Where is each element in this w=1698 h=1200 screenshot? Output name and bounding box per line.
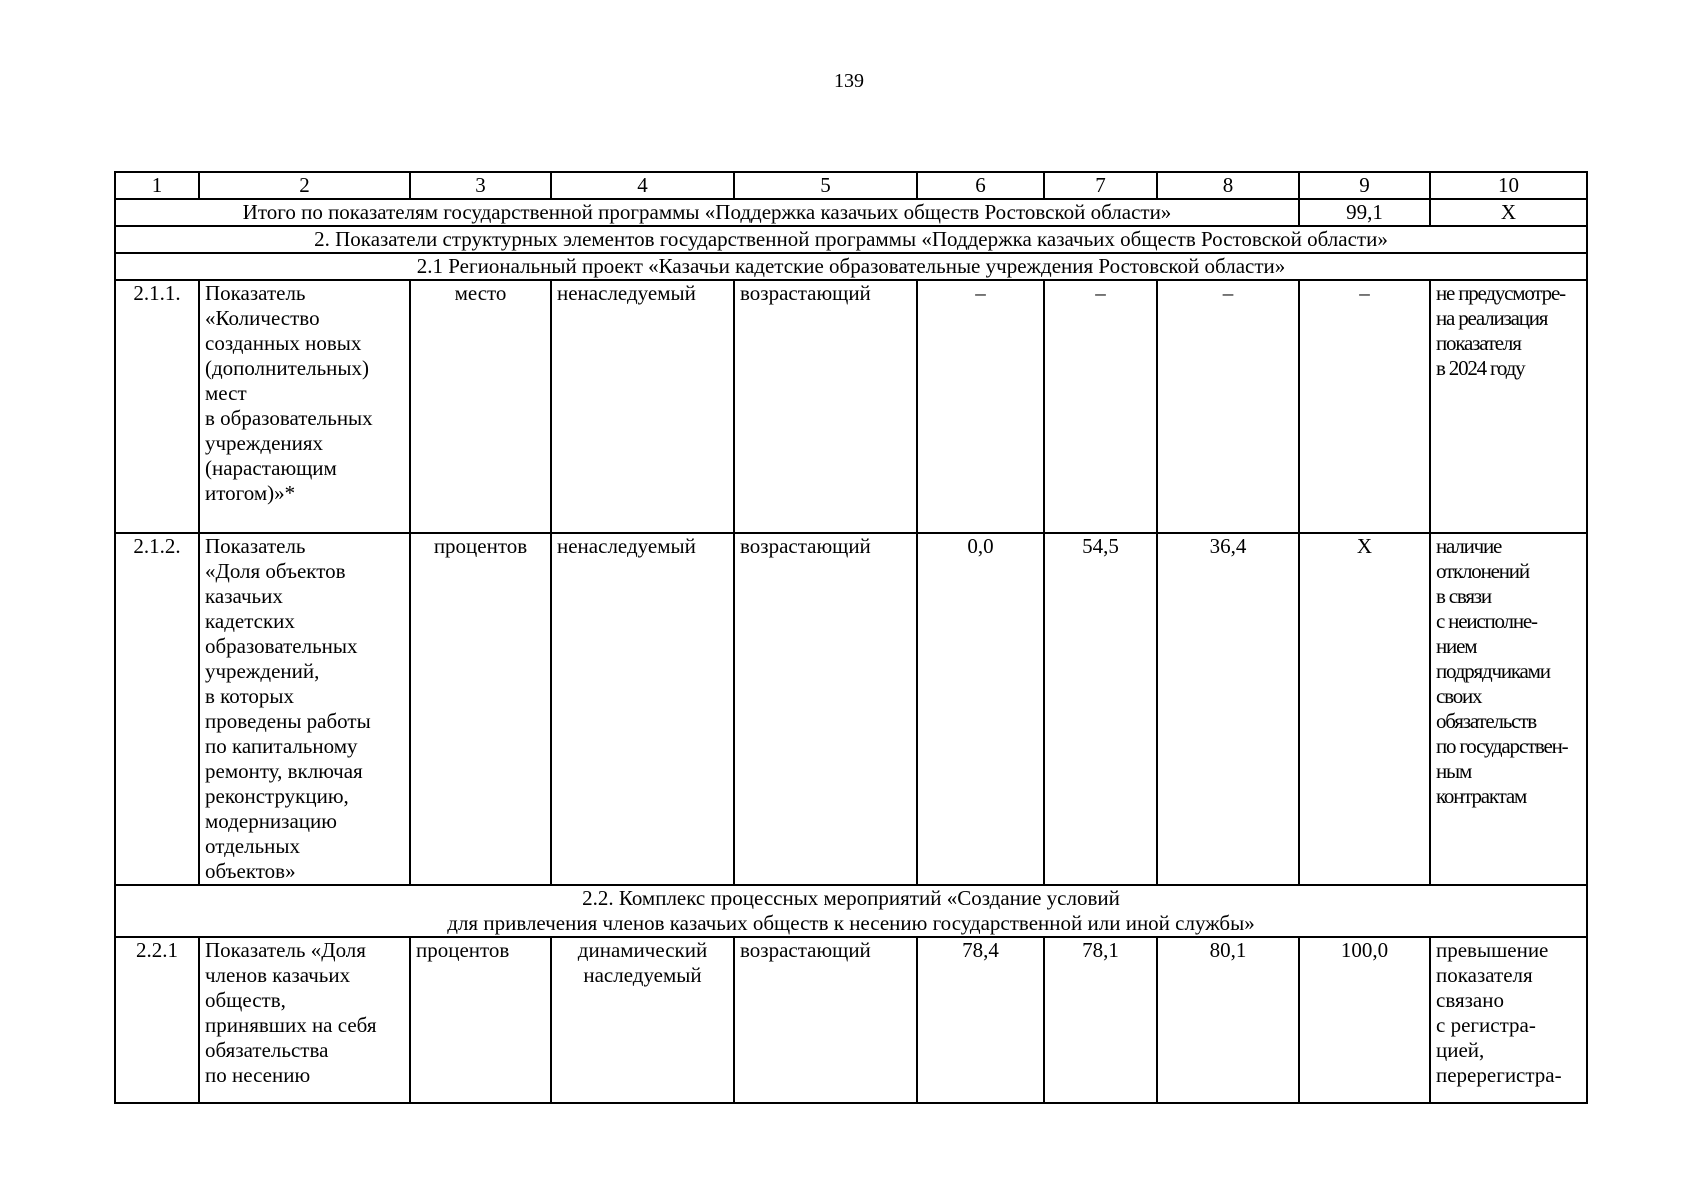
section-2-1-title: 2.1 Региональный проект «Казачьи кадетские образовательные учреждения Ростовской области» — [115, 253, 1587, 280]
unit-cell: процентов — [410, 937, 551, 1103]
column-header: 7 — [1044, 172, 1157, 199]
indicator-name: Показатель «Доля объектов казачьих кадетских образовательных учреждений, в которых проведены работы по капитальному ремонту, включая реконструкцию, модернизацию отдельных объектов» — [205, 534, 371, 883]
column-header: 4 — [551, 172, 734, 199]
value-cell: 0,0 — [917, 533, 1044, 885]
indicator-name: Показатель «Количество созданных новых (дополнительных) мест в образовательных учреждениях (нарастающим итогом)»* — [205, 281, 373, 505]
row-number: 2.1.2. — [115, 533, 199, 885]
section-2-title: 2. Показатели структурных элементов государственной программы «Поддержка казачьих обществ Ростовской области» — [115, 226, 1587, 253]
total-row — [115, 199, 1587, 226]
value-cell: – — [1044, 280, 1157, 533]
column-header: 8 — [1157, 172, 1299, 199]
section-2-row — [115, 226, 1587, 253]
value-cell: Х — [1299, 533, 1430, 885]
type-cell: ненаследуемый — [551, 533, 734, 885]
section-2-2-title: 2.2. Комплекс процессных мероприятий «Создание условий для привлечения членов казачьих обществ к несению государственной или иной службы» — [447, 886, 1255, 935]
column-header: 6 — [917, 172, 1044, 199]
row-number: 2.2.1 — [115, 937, 199, 1103]
value-cell: 80,1 — [1157, 937, 1299, 1103]
column-header: 1 — [115, 172, 199, 199]
indicators-table — [114, 171, 1588, 1104]
unit-cell: процентов — [410, 533, 551, 885]
value-cell: 36,4 — [1157, 533, 1299, 885]
section-2-1-row — [115, 253, 1587, 280]
section-2-2-row — [115, 885, 1587, 937]
value-cell: 100,0 — [1299, 937, 1430, 1103]
value-cell: – — [1299, 280, 1430, 533]
type-cell: динамический наследуемый — [577, 938, 708, 987]
table-row — [115, 937, 1587, 1103]
column-header: 5 — [734, 172, 917, 199]
column-number-row — [115, 172, 1587, 199]
direction-cell: возрастающий — [734, 533, 917, 885]
value-cell: – — [917, 280, 1044, 533]
note-cell: превышение показателя связано с регистра- цией, перерегистра- — [1436, 938, 1562, 1087]
total-value: 99,1 — [1299, 199, 1430, 226]
value-cell: – — [1157, 280, 1299, 533]
direction-cell: возрастающий — [734, 280, 917, 533]
direction-cell: возрастающий — [734, 937, 917, 1103]
value-cell: 78,4 — [917, 937, 1044, 1103]
note-cell: наличие отклонений в связи с неисполне- нием подрядчиками своих обязательств по государствен- ным контрактам — [1436, 534, 1568, 808]
value-cell: 54,5 — [1044, 533, 1157, 885]
unit-cell: место — [410, 280, 551, 533]
column-header: 10 — [1430, 172, 1587, 199]
column-header: 3 — [410, 172, 551, 199]
type-cell: ненаследуемый — [551, 280, 734, 533]
table-row — [115, 533, 1587, 885]
page-number: 139 — [834, 70, 864, 92]
row-number: 2.1.1. — [115, 280, 199, 533]
total-label: Итого по показателям государственной программы «Поддержка казачьих обществ Ростовской области» — [115, 199, 1299, 226]
column-header: 9 — [1299, 172, 1430, 199]
value-cell: 78,1 — [1044, 937, 1157, 1103]
note-cell: не предусмотре- на реализация показателя в 2024 году — [1436, 281, 1565, 380]
column-header: 2 — [199, 172, 410, 199]
indicator-name: Показатель «Доля членов казачьих обществ, принявших на себя обязательства по несению — [205, 938, 377, 1087]
total-note: Х — [1430, 199, 1587, 226]
table-row — [115, 280, 1587, 533]
